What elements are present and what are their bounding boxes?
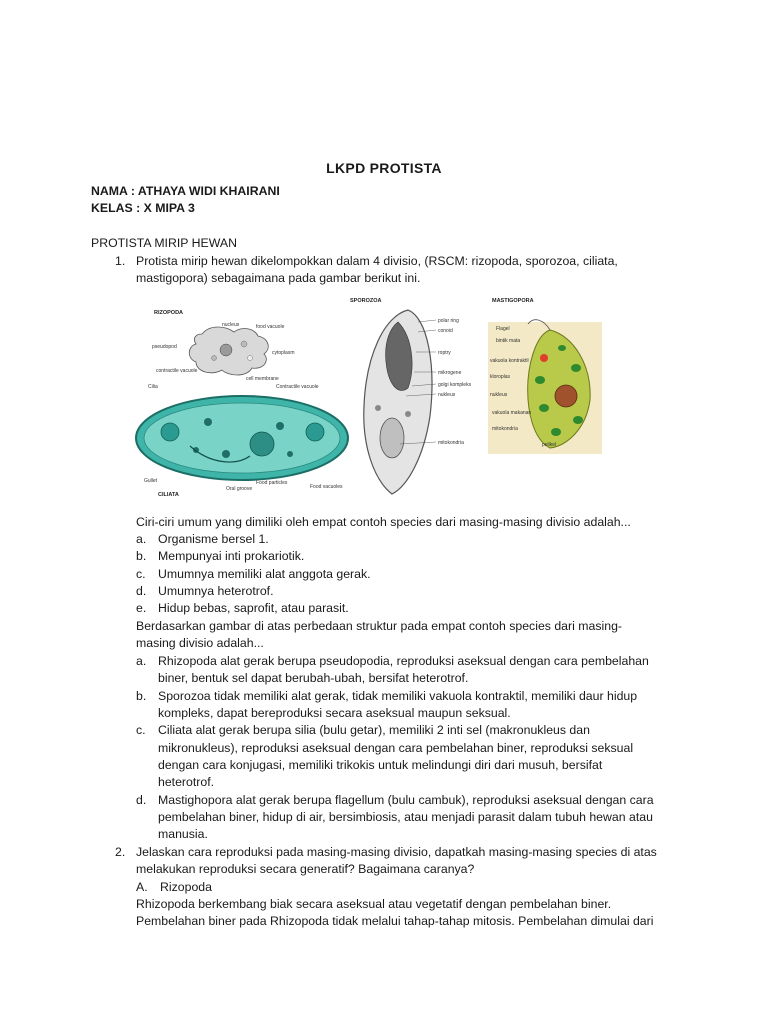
amoeba-label: cell membrane xyxy=(246,376,279,382)
euglena-label: kloroplas xyxy=(490,374,511,380)
sporozoa-label: golgi kompleks xyxy=(438,382,472,388)
mastigopora-diagram xyxy=(488,298,602,454)
question-2-sub-letter: A. xyxy=(136,880,148,894)
difference-line: kompleks, dapat bereproduksi secara aseksual maupun seksual. xyxy=(158,706,511,720)
sporozoa-label: nukleus xyxy=(438,392,456,398)
answer-line: Rhizopoda berkembang biak secara aseksual atau vegetatif dengan pembelahan biner. xyxy=(136,897,612,911)
difference-line: mikronukleus), reproduksi aseksual dengan cara pembelahan biner, reproduksi seksual xyxy=(158,741,634,755)
euglena-label: Flagel xyxy=(496,326,510,332)
student-class: KELAS : X MIPA 3 xyxy=(91,201,195,215)
sporozoa-label: mikrogene xyxy=(438,370,462,376)
sporozoa-label: conoid xyxy=(438,328,453,334)
difference-letter: b. xyxy=(136,689,147,703)
difference-letter: d. xyxy=(136,793,147,807)
paramecium-label: Contractile vacuole xyxy=(276,384,319,390)
option-letter: e. xyxy=(136,601,147,615)
sporozoa-title: SPOROZOA xyxy=(350,298,382,304)
answer-line: Pembelahan biner pada Rhizopoda tidak melalui tahap-tahap mitosis. Pembelahan dimulai dari xyxy=(136,914,654,928)
euglena-label: mitokondria xyxy=(492,426,518,432)
euglena-label: nukleus xyxy=(490,392,508,398)
paramecium-macronucleus xyxy=(250,432,274,456)
sporozoa-nucleus xyxy=(380,418,404,458)
paramecium-label: Gullet xyxy=(144,478,158,484)
euglena-nucleus xyxy=(555,385,577,407)
euglena-label: bintik mata xyxy=(496,338,521,344)
amoeba-label: nucleus xyxy=(222,322,240,328)
option-text: Organisme bersel 1. xyxy=(158,532,269,546)
rizopoda-title: RIZOPODA xyxy=(154,310,184,316)
euglena-label: vakuola makanan xyxy=(492,410,532,416)
section-heading: PROTISTA MIRIP HEWAN xyxy=(91,236,237,250)
page-title: LKPD PROTISTA xyxy=(326,160,442,176)
option-text: Mempunyai inti prokariotik. xyxy=(158,549,305,563)
amoeba-label: cytoplasm xyxy=(272,350,295,356)
euglena-label: vakuola kontraktil xyxy=(490,358,529,364)
question-2-line: melakukan reproduksi secara generatif? Bagaimana caranya? xyxy=(136,862,475,876)
paramecium-label: Food particles xyxy=(256,480,288,486)
student-name: NAMA : ATHAYA WIDI KHAIRANI xyxy=(91,184,280,198)
option-text: Umumnya heterotrof. xyxy=(158,584,274,598)
question-2-number: 2. xyxy=(115,845,126,859)
question-1-number: 1. xyxy=(115,254,126,268)
paramecium-label: Cilia xyxy=(148,384,158,390)
difference-letter: c. xyxy=(136,723,146,737)
option-letter: b. xyxy=(136,549,147,563)
protista-figure xyxy=(130,296,610,498)
option-letter: d. xyxy=(136,584,147,598)
paramecium-label: Food vacuoles xyxy=(310,484,343,490)
amoeba-label: pseudopod xyxy=(152,344,177,350)
paramecium-label: Oral groove xyxy=(226,486,253,492)
differences-intro: masing divisio adalah... xyxy=(136,636,264,650)
sporozoa-diagram xyxy=(350,298,472,494)
differences-intro: Berdasarkan gambar di atas perbedaan struktur pada empat contoh species dari masing- xyxy=(136,619,623,633)
difference-line: pembelahan biner, hidup di air, bersimbiosis, atau menjadi parasit dalam tubuh hewan atau xyxy=(158,810,653,824)
difference-line: manusia. xyxy=(158,827,208,841)
ciliata-diagram xyxy=(136,384,348,498)
difference-line: Mastighopora alat gerak berupa flagellum (bulu cambuk), reproduksi aseksual dengan cara xyxy=(158,793,654,807)
question-1-line: Protista mirip hewan dikelompokkan dalam 4 divisio, (RSCM: rizopoda, sporozoa, ciliata, xyxy=(136,254,618,268)
rizopoda-diagram xyxy=(152,310,295,382)
amoeba-label: food vacuole xyxy=(256,324,285,330)
difference-line: Sporozoa tidak memiliki alat gerak, tidak memiliki vakuola kontraktil, memiliki daur hidup xyxy=(158,689,638,703)
question-1-line: mastigopora) sebagaimana pada gambar berikut ini. xyxy=(136,271,421,285)
option-letter: a. xyxy=(136,532,147,546)
difference-line: Ciliata alat gerak berupa silia (bulu getar), memiliki 2 inti sel (makronukleus dan xyxy=(158,723,590,737)
amoeba-nucleus xyxy=(220,344,232,356)
difference-line: biner, bentuk sel dapat berubah-ubah, bersifat heterotrof. xyxy=(158,671,469,685)
difference-line: heterotrof. xyxy=(158,775,215,789)
sporozoa-label: roptry xyxy=(438,350,451,356)
amoeba-label: contractile vacuole xyxy=(156,368,198,374)
sporozoa-label: polar ring xyxy=(438,318,459,324)
question-2-line: Jelaskan cara reproduksi pada masing-masing divisio, dapatkah masing-masing species di atas xyxy=(136,845,657,859)
question-2-sub-title: Rizopoda xyxy=(160,880,212,894)
difference-line: dengan cara konjugasi, memiliki trikokis untuk melindungi diri dari musuh, bersifat xyxy=(158,758,603,772)
difference-line: Rhizopoda alat gerak berupa pseudopodia, reproduksi aseksual dengan cara pembelahan xyxy=(158,654,649,668)
characteristics-intro: Ciri-ciri umum yang dimiliki oleh empat contoh species dari masing-masing divisio adalah... xyxy=(136,515,631,529)
euglena-label: pelikel xyxy=(542,442,557,448)
ciliata-title: CILIATA xyxy=(158,492,179,498)
option-letter: c. xyxy=(136,567,146,581)
mastigopora-title: MASTIGOPORA xyxy=(492,298,534,304)
option-text: Hidup bebas, saprofit, atau parasit. xyxy=(158,601,349,615)
option-text: Umumnya memiliki alat anggota gerak. xyxy=(158,567,371,581)
difference-letter: a. xyxy=(136,654,147,668)
sporozoa-label: mitokondria xyxy=(438,440,464,446)
